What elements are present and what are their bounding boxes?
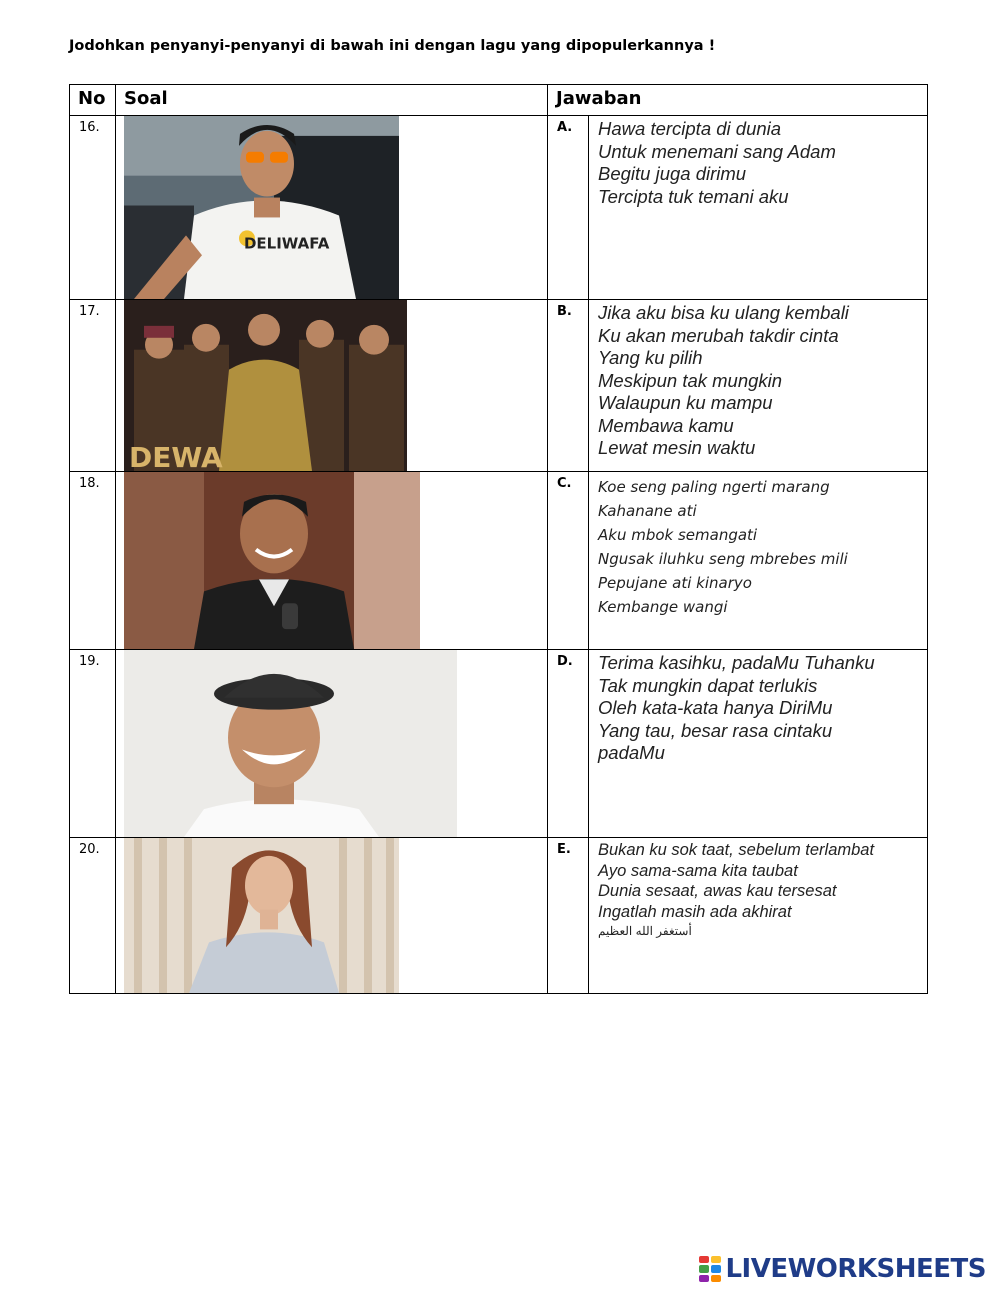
singer-photo — [124, 650, 457, 837]
lyric-line: Begitu juga dirimu — [598, 163, 747, 184]
lyric-line: Bukan ku sok taat, sebelum terlambat — [598, 841, 875, 859]
header-jawaban: Jawaban — [548, 85, 928, 116]
question-cell — [116, 472, 548, 650]
lyrics — [598, 652, 927, 765]
question-cell — [116, 838, 548, 994]
lyrics — [598, 474, 927, 619]
band-logo-text: DEWA — [129, 441, 223, 471]
lyrics — [598, 302, 927, 460]
lyric-line: Ngusak iluhku seng mbrebes mili — [598, 550, 848, 568]
table-row — [70, 116, 928, 300]
matching-table — [69, 84, 928, 994]
lyric-line: Aku mbok semangati — [598, 526, 758, 544]
lyric-line: Yang tau, besar rasa cintaku — [598, 719, 833, 741]
lyric-line: Kahanane ati — [598, 502, 697, 520]
lyric-line: Ayo sama-sama kita taubat — [598, 861, 798, 880]
lyric-line: Untuk menemani sang Adam — [598, 140, 836, 162]
lyrics — [598, 840, 927, 940]
singer-photo — [124, 472, 420, 649]
lyrics — [598, 118, 927, 208]
lyric-line: Hawa tercipta di dunia — [598, 118, 782, 139]
lyric-line: Ingatlah masih ada akhirat — [598, 902, 792, 921]
table-row — [70, 300, 928, 472]
band-photo — [124, 300, 407, 471]
header-row — [70, 85, 928, 116]
lyric-line: Ku akan merubah takdir cinta — [598, 324, 839, 346]
question-cell — [116, 300, 548, 472]
table-row — [70, 650, 928, 838]
header-soal: Soal — [116, 85, 548, 116]
singer-photo — [124, 838, 399, 993]
answer-letter: E. — [548, 838, 589, 994]
answer-letter: D. — [548, 650, 589, 838]
answer-letter: A. — [548, 116, 589, 300]
lyric-line: Yang ku pilih — [598, 347, 703, 368]
question-number: 20. — [70, 838, 116, 994]
lyric-line: Pepujane ati kinaryo — [598, 574, 752, 592]
logo-text: LIVEWORKSHEETS — [725, 1254, 986, 1284]
question-number: 18. — [70, 472, 116, 650]
lyric-line: Lewat mesin waktu — [598, 437, 756, 458]
arabic-line: أستغفر الله العظيم — [598, 924, 692, 938]
answer-cell — [589, 472, 928, 650]
lyric-line: Membawa kamu — [598, 414, 734, 436]
answer-cell — [589, 116, 928, 300]
instruction-text: Jodohkan penyanyi-penyanyi di bawah ini dengan lagu yang dipopulerkannya ! — [69, 38, 716, 54]
lyric-line: Koe seng paling ngerti marang — [598, 478, 830, 496]
question-number: 17. — [70, 300, 116, 472]
question-cell — [116, 116, 548, 300]
lyric-line: Jika aku bisa ku ulang kembali — [598, 302, 849, 323]
lyric-line: Tercipta tuk temani aku — [598, 185, 789, 207]
lyric-line: Terima kasihku, padaMu Tuhanku — [598, 652, 875, 673]
lyric-line: Kembange wangi — [598, 598, 728, 616]
question-cell — [116, 650, 548, 838]
header-no: No — [70, 85, 116, 116]
question-number: 19. — [70, 650, 116, 838]
table-row — [70, 472, 928, 650]
answer-cell — [589, 650, 928, 838]
answer-cell — [589, 838, 928, 994]
lyric-line: Dunia sesaat, awas kau tersesat — [598, 882, 837, 900]
answer-letter: C. — [548, 472, 589, 650]
shirt-text: DELIWAFA — [244, 234, 330, 253]
singer-photo — [124, 116, 399, 299]
lyric-line: Oleh kata-kata hanya DiriMu — [598, 697, 833, 718]
liveworksheets-logo — [699, 1254, 986, 1284]
question-number: 16. — [70, 116, 116, 300]
logo-mark-icon — [699, 1256, 721, 1282]
answer-letter: B. — [548, 300, 589, 472]
lyric-line: Walaupun ku mampu — [598, 392, 773, 413]
answer-cell — [589, 300, 928, 472]
table-row — [70, 838, 928, 994]
lyric-line: padaMu — [598, 742, 665, 763]
lyric-line: Meskipun tak mungkin — [598, 369, 783, 391]
lyric-line: Tak mungkin dapat terlukis — [598, 674, 818, 696]
